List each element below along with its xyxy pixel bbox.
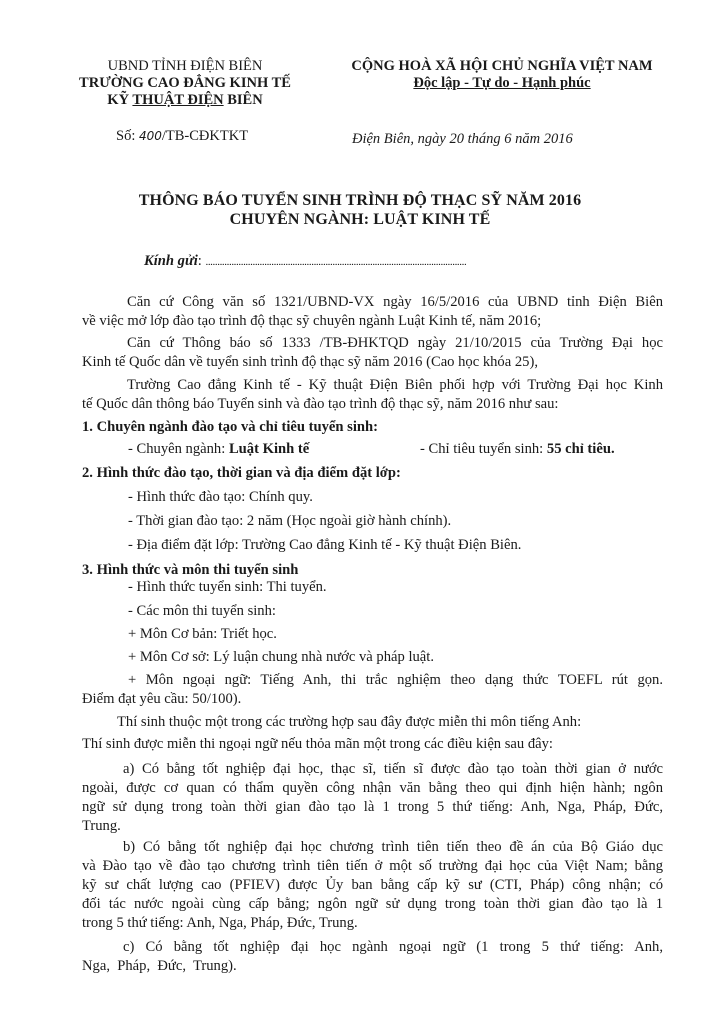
condition-b-line3: kỹ sư chất lượng cao (PFIEV) được Ủy ban bằng cấp kỹ sư (CTI, Pháp) công nhận; có	[82, 877, 663, 893]
condition-a-line3: ngữ sử dụng trong toàn thời gian đào tạo là 1 trong 5 thứ tiếng: Anh, Nga, Pháp, Đức,	[82, 799, 663, 815]
section-2-item-2: - Thời gian đào tạo: 2 năm (Học ngoài giờ hành chính).	[128, 513, 452, 529]
preamble-p1-line1: Căn cứ Công văn số 1321/UBND-VX ngày 16/5/2016 của UBND tỉnh Điện Biên	[127, 294, 663, 310]
exemption-intro-2: Thí sinh được miễn thi ngoại ngữ nếu thỏa mãn một trong các điều kiện sau đây:	[82, 736, 553, 752]
section-3-sub-3-line2: Điểm đạt yêu cầu: 50/100).	[82, 691, 242, 707]
school-name-line2: KỸ THUẬT ĐIỆN BIÊN	[107, 92, 263, 108]
document-title-line1: THÔNG BÁO TUYỂN SINH TRÌNH ĐỘ THẠC SỸ NĂM 2016	[138, 192, 582, 209]
recipient-dots: ...............................................................................................................	[205, 256, 467, 268]
preamble-p2-line2: Kinh tế Quốc dân về tuyển sinh trình độ thạc sỹ năm 2016 (Cao học khóa 25),	[82, 354, 538, 370]
condition-b-line5: trong 5 thứ tiếng: Anh, Nga, Pháp, Đức, Trung.	[82, 915, 358, 931]
preamble-p2-line1: Căn cứ Thông báo số 1333 /TB-ĐHKTQD ngày 21/10/2015 của Trường Đại học	[127, 335, 663, 351]
preamble-p3-line2: tế Quốc dân thông báo Tuyển sinh và đào tạo trình độ thạc sỹ, năm 2016 như sau:	[82, 396, 559, 412]
national-motto: Độc lập - Tự do - Hạnh phúc	[413, 75, 591, 91]
document-number: Số: 400/TB-CĐKTKT	[116, 128, 249, 144]
condition-b-line2: và Đào tạo về đào tạo chương trình tiên tiến ở một số trường đại học của Việt Nam; bằng	[82, 858, 663, 874]
preamble-p1-line2: về việc mở lớp đào tạo trình độ thạc sỹ chuyên ngành Luật Kinh tế, năm 2016;	[82, 313, 542, 329]
school-name-line1: TRƯỜNG CAO ĐẲNG KINH TẾ	[79, 75, 291, 91]
date-line: Điện Biên, ngày 20 tháng 6 năm 2016	[352, 131, 573, 147]
section-3-item-1: - Hình thức tuyển sinh: Thi tuyển.	[128, 579, 327, 595]
section-2-item-1: - Hình thức đào tạo: Chính quy.	[128, 489, 313, 505]
condition-a-line4: Trung.	[82, 818, 121, 834]
section-3-sub-1: + Môn Cơ bản: Triết học.	[128, 626, 277, 642]
condition-b-line1: b) Có bằng tốt nghiệp đại học chương trình tiên tiến theo đề án của Bộ Giáo dục	[123, 839, 663, 855]
recipient-label: Kính gửi	[144, 253, 198, 269]
section-1-quota: - Chỉ tiêu tuyển sinh: 55 chỉ tiêu.	[420, 441, 615, 457]
section-3-sub-2: + Môn Cơ sở: Lý luận chung nhà nước và pháp luật.	[128, 649, 434, 665]
section-1-major: - Chuyên ngành: Luật Kinh tế	[128, 441, 310, 457]
national-title: CỘNG HOÀ XÃ HỘI CHỦ NGHĨA VIỆT NAM	[351, 58, 653, 74]
section-3-item-2: - Các môn thi tuyển sinh:	[128, 603, 276, 619]
recipient-line: Kính gửi: ...............................................................................................................	[144, 253, 467, 269]
condition-c-line1: c) Có bằng tốt nghiệp đại học ngành ngoại ngữ (1 trong 5 thứ tiếng: Anh,	[123, 939, 663, 955]
preamble-p3-line1: Trường Cao đẳng Kinh tế - Kỹ thuật Điện Biên phối hợp với Trường Đại học Kinh	[127, 377, 663, 393]
section-1-heading: 1. Chuyên ngành đào tạo và chỉ tiêu tuyển sinh:	[82, 419, 378, 435]
condition-a-line2: ngoài, được cơ quan có thẩm quyền công nhận văn bằng theo qui định hiện hành; ngôn	[82, 780, 663, 796]
section-3-sub-3-line1: + Môn ngoại ngữ: Tiếng Anh, thi trắc nghiệm theo dạng thức TOEFL rút gọn.	[128, 672, 663, 688]
authority-name: UBND TỈNH ĐIỆN BIÊN	[107, 58, 263, 74]
section-2-item-3: - Địa điểm đặt lớp: Trường Cao đẳng Kinh tế - Kỹ thuật Điện Biên.	[128, 537, 522, 553]
exemption-intro-1: Thí sinh thuộc một trong các trường hợp sau đây được miễn thi môn tiếng Anh:	[117, 714, 582, 730]
handwritten-number: 400	[138, 129, 162, 143]
condition-b-line4: đối tác nước ngoài cùng cấp bằng; ngôn ngữ sử dụng trong toàn thời gian đào tạo là 1	[82, 896, 663, 912]
document-title-line2: CHUYÊN NGÀNH: LUẬT KINH TẾ	[229, 211, 491, 228]
section-2-heading: 2. Hình thức đào tạo, thời gian và địa điểm đặt lớp:	[82, 465, 401, 481]
condition-a-line1: a) Có bằng tốt nghiệp đại học, thạc sĩ, tiến sĩ được đào tạo toàn thời gian ở nước	[123, 761, 663, 777]
school-name-underlined: THUẬT ĐIỆN	[132, 92, 224, 108]
condition-c-line2: Nga, Pháp, Đức, Trung).	[82, 958, 237, 974]
section-3-heading: 3. Hình thức và môn thi tuyển sinh	[82, 562, 299, 578]
